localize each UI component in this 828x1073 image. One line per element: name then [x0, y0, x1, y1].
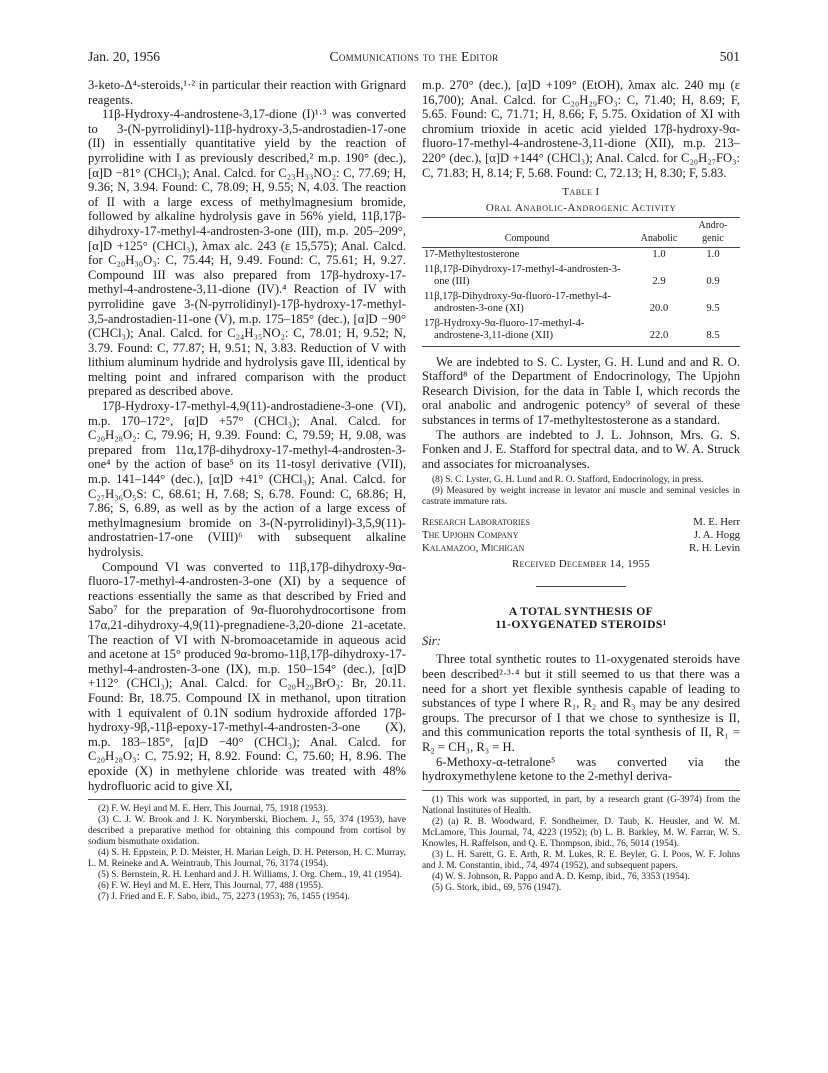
- footnote: (7) J. Fried and E. F. Sabo, ibid., 75, 2273 (1953); 76, 1455 (1954).: [98, 892, 350, 903]
- table-cell-compound: 11β,17β-Dihydroxy-9α-fluoro-17-methyl-4-androsten-3-one (XI): [424, 290, 611, 315]
- table-cell-androgenic: 1.0: [706, 249, 720, 261]
- table-cell-anabolic: 20.0: [649, 303, 669, 315]
- footnote: (2) (a) R. B. Woodward, F. Sondheimer, D. Taub, K. Heusler, and W. M. McLamore, This Journal, 74, 4223 (1952); (b) L. B. Barkley, M. W. Farrar, W. S. Knowles, H. Raffelson, and Q. E. Thompson, ibid., 76, 5014 (1954).: [422, 816, 740, 849]
- article-title-line: A TOTAL SYNTHESIS OF: [508, 605, 654, 619]
- footnote: (3) C. J. W. Brook and J. K. Norymberski, Biochem. J., 55, 374 (1953), have described a preparative method for obtaining this compound from cortisol by sodium bismuthate oxidation.: [88, 815, 406, 848]
- paragraph: 6-Methoxy-α-tetralone⁵ was converted via the hydroxymethylene ketone to the 2-methyl deriva-: [422, 754, 740, 784]
- running-head: [88, 48, 740, 66]
- paragraph: Compound VI was converted to 11β,17β-dihydroxy-9α-fluoro-17-methyl-4-androsten-3-one (XI) by a sequence of reactions essentially the same as that described by Fried and Sabo⁷ for the preparation of 9α-fluorohydrocortisone from 17α,21-dihydroxy-4,9(11)-pregnadiene-3,20-dione 21-acetate. The reaction of VI with N-bromoacetamide in aqueous acid and acetone at 15° produced 9α-bromo-11β,17β-dihydroxy-17-methyl-4-androsten-3-one (IX), m.p. 150–154° (dec.), [α]D +112° (CHCl₃); Anal. Calcd. for C₂₀H₂₉BrO₃: Br, 20.11. Found: Br, 18.75. Compound IX in methanol, upon titration with 1 equivalent of 0.1N sodium hydroxide afforded 17β-hydroxy-9β,-11β-epoxy-17-methyl-4-androsten-3-one (X), m.p. 183–185°, [α]D −40° (CHCl₃); Anal. Calcd. for C₂₀H₂₈O₃: C, 75.92; H, 8.92. Found: C, 75.60; H, 8.96. The epoxide (X) in methylene chloride was treated with 48% hydrofluoric acid to give XI,: [88, 559, 406, 793]
- paragraph: Three total synthetic routes to 11-oxygenated steroids have been described²·³·⁴ but it still seemed to us that there was a need for a short yet flexible synthesis capable of leading to substances of type I where R₁, R₂ and R₃ may be any desired groups. The precursor of I that we chose to synthesize is II, and this communication reports the total synthesis of II, R₁ = R₂ = CH₃, R₃ = H.: [422, 652, 740, 754]
- footnote: (6) F. W. Heyl and M. E. Herr, This Journal, 77, 488 (1955).: [98, 881, 324, 892]
- institution: [422, 516, 530, 554]
- salutation: Sir:: [422, 634, 441, 649]
- header-page-number: 501: [719, 49, 740, 64]
- footnotes: [422, 475, 740, 508]
- author-name: M. E. Herr: [693, 516, 740, 529]
- table-label: Table I: [562, 186, 600, 199]
- paragraph: m.p. 270° (dec.), [α]D +109° (EtOH), λmax alc. 240 mμ (ε 16,700); Anal. Calcd. for C₂₀H₂₉FO₃: C, 71.40; H, 8.69; F, 5.65. Found: C, 71.71; H, 8.66; F, 5.75. Oxidation of XI with chromium trioxide in acetic acid yielded 17β-hydroxy-9α-fluoro-17-methyl-4-androstene-3,11-dione (XII), m.p. 213–220° (dec.), [α]D +144° (CHCl₃); Anal. Calcd. for C₂₀H₂₇FO₃: C, 71.83; H, 8.14; F, 5.68. Found: C, 72.13; H, 8.30; F, 5.83.: [422, 78, 740, 180]
- table-row: [422, 290, 740, 317]
- table-cell-androgenic: 8.5: [686, 317, 740, 347]
- signature-block: [422, 516, 740, 556]
- footnote: (9) Measured by weight increase in levator ani muscle and seminal vesicles in castrate immature rats.: [422, 486, 740, 508]
- footnotes: [422, 795, 740, 894]
- table-row: [422, 263, 740, 290]
- paragraph: 3-keto-Δ⁴-steroids,¹·² in particular their reaction with Grignard reagents.: [88, 78, 406, 107]
- footnote: (5) G. Stork, ibid., 69, 576 (1947).: [432, 882, 562, 893]
- paragraph: 17β-Hydroxy-17-methyl-4,9(11)-androstadiene-3-one (VI), m.p. 170–172°, [α]D +57° (CHCl₃); Anal. Calcd. for C₂₀H₂₈O₂: C, 79.96; H, 9.39. Found: C, 79.59; H, 9.08, was prepared from 11α,17β-dihydroxy-17-methyl-4-androsten-3-one⁴ by the action of base⁵ on its 11-tosyl derivative (VII), m.p. 141–144° (dec.), [α]D +41° (CHCl₃); Anal. Calcd. for C₂₇H₃₆O₅S: C, 68.61; H, 7.68; S, 6.78. Found: C, 68.86; H, 7.86; S, 6.89, as well as by the action of a large excess of methylmagnesium bromide on 3-(N-pyrrolidinyl)-3,5,9(11)-androstatrien-17-one (VIII)⁶ with subsequent alkaline hydrolysis.: [88, 399, 406, 559]
- activity-table: [422, 217, 740, 347]
- table-cell-compound: 11β,17β-Dihydroxy-17-methyl-4-androsten-3-one (III): [424, 263, 621, 288]
- header-date: Jan. 20, 1956: [88, 49, 160, 64]
- footnote: (1) This work was supported, in part, by a research grant (G-3974) from the National Institutes of Health.: [422, 794, 740, 816]
- table-row: [422, 317, 740, 347]
- article-divider: [536, 586, 626, 587]
- footnote: (3) L. H. Sarett, G. E. Arth, R. M. Lukes, R. E. Beyler, G. I. Poos, W. F. Johns and J. M. Constantin, ibid., 74, 4974 (1952), and subsequent papers.: [422, 849, 740, 871]
- institution-line: The Upjohn Company: [422, 529, 519, 541]
- right-column: [422, 78, 740, 894]
- footnote: (8) S. C. Lyster, G. H. Lund and R. O. Stafford, Endocrinology, in press.: [432, 475, 704, 486]
- article-title: [422, 605, 740, 631]
- table-cell-compound: 17β-Hydroxy-9α-fluoro-17-methyl-4-androstene-3,11-dione (XII): [422, 317, 632, 347]
- paragraph: We are indebted to S. C. Lyster, G. H. Lund and and R. O. Stafford⁸ of the Department of Endocrinology, The Upjohn Research Division, for the data in Table I, which records the oral anabolic and androgenic potency⁹ of several of these substances in terms of 17-methyltestosterone as a standard.: [422, 354, 740, 428]
- paragraph: The authors are indebted to J. L. Johnson, Mrs. G. S. Fonken and J. E. Stafford for spectral data, and to W. A. Struck and associates for microanalyses.: [422, 427, 740, 471]
- footnote: (5) S. Bernstein, R. H. Lenhard and J. H. Williams, J. Org. Chem., 19, 41 (1954).: [98, 870, 402, 881]
- table-cell-anabolic: 1.0: [652, 249, 666, 261]
- left-column: [88, 78, 406, 903]
- table-row: [422, 248, 740, 263]
- header-section: Communications to the Editor: [329, 49, 499, 64]
- article-title-line: 11-OXYGENATED STEROIDS¹: [495, 618, 667, 632]
- footnote: (4) W. S. Johnson, R. Pappo and A. D. Kemp, ibid., 76, 3353 (1954).: [432, 871, 690, 882]
- table-cell-anabolic: 22.0: [632, 317, 686, 347]
- table-header-androgenic: Andro-genic: [686, 218, 740, 248]
- footnotes: [88, 804, 406, 903]
- table-header-compound: Compound: [422, 218, 632, 248]
- table-cell-compound: 17-Methyltestosterone: [424, 249, 520, 261]
- author-name: J. A. Hogg: [693, 529, 740, 541]
- footnote: (2) F. W. Heyl and M. E. Herr, This Journal, 75, 1918 (1953).: [98, 804, 328, 815]
- table-title: Oral Anabolic-Androgenic Activity: [485, 202, 677, 215]
- footnote: (4) S. H. Eppstein, P. D. Meister, H. Marian Leigh, D. H. Peterson, H. C. Murray, L. M. Reineke and A. Weintraub, This Journal, 76, 3174 (1954).: [88, 848, 406, 870]
- table-cell-androgenic: 0.9: [706, 276, 720, 288]
- authors: [689, 516, 740, 554]
- table-cell-androgenic: 9.5: [706, 303, 720, 315]
- footnote-rule: [422, 790, 740, 791]
- table-cell-anabolic: 2.9: [652, 276, 666, 288]
- footnote-rule: [88, 799, 406, 800]
- paragraph: 11β-Hydroxy-4-androstene-3,17-dione (I)¹·³ was converted to 3-(N-pyrrolidinyl)-11β-hydroxy-3,5-androstadien-17-one (II) in essentially quantitative yield by the reaction of pyrrolidine with I as previously described,² m.p. 190° (dec.), [α]D −81° (CHCl₃); Anal. Calcd. for C₂₃H₃₃NO₂: C, 77.69; H, 9.36; N, 3.94. Found: C, 78.09; H, 9.55; N, 4.03. The reaction of II with a large excess of methylmagnesium bromide, followed by alkaline hydrolysis gave in 56% yield, 11β,17β-dihydroxy-17-methyl-4-androsten-3-one (III), m.p. 205–209°, [α]D +125° (CHCl₃), λmax alc. 243 (ε 15,575); Anal. Calcd. for C₂₀H₃₀O₃: C, 75.44; H, 9.49. Found: C, 75.61; H, 9.27. Compound III was also prepared from 17β-hydroxy-17-methyl-4-androstene-3,11-dione (IV).⁴ Reaction of IV with pyrrolidine gave 3-(N-pyrrolidinyl)-17β-hydroxy-17-methyl-3,5-androstadien-11-one (V), m.p. 175–185° (dec.), [α]D −90° (CHCl₃); Anal. Calcd. for C₂₄H₃₅NO₂: C, 78.01; H, 9.52; N, 3.79. Found: C, 77.87; H, 9.51; N, 3.83. Reduction of V with lithium aluminum hydride and hydrolysis gave III, identical by melting point and infrared comparison with the product prepared as described above.: [88, 107, 406, 399]
- institution-line: Kalamazoo, Michigan: [422, 541, 525, 554]
- received-date: Received December 14, 1955: [512, 558, 650, 571]
- institution-line: Research Laboratories: [422, 516, 530, 529]
- author-name: R. H. Levin: [689, 541, 740, 554]
- table-header-anabolic: Anabolic: [632, 218, 686, 248]
